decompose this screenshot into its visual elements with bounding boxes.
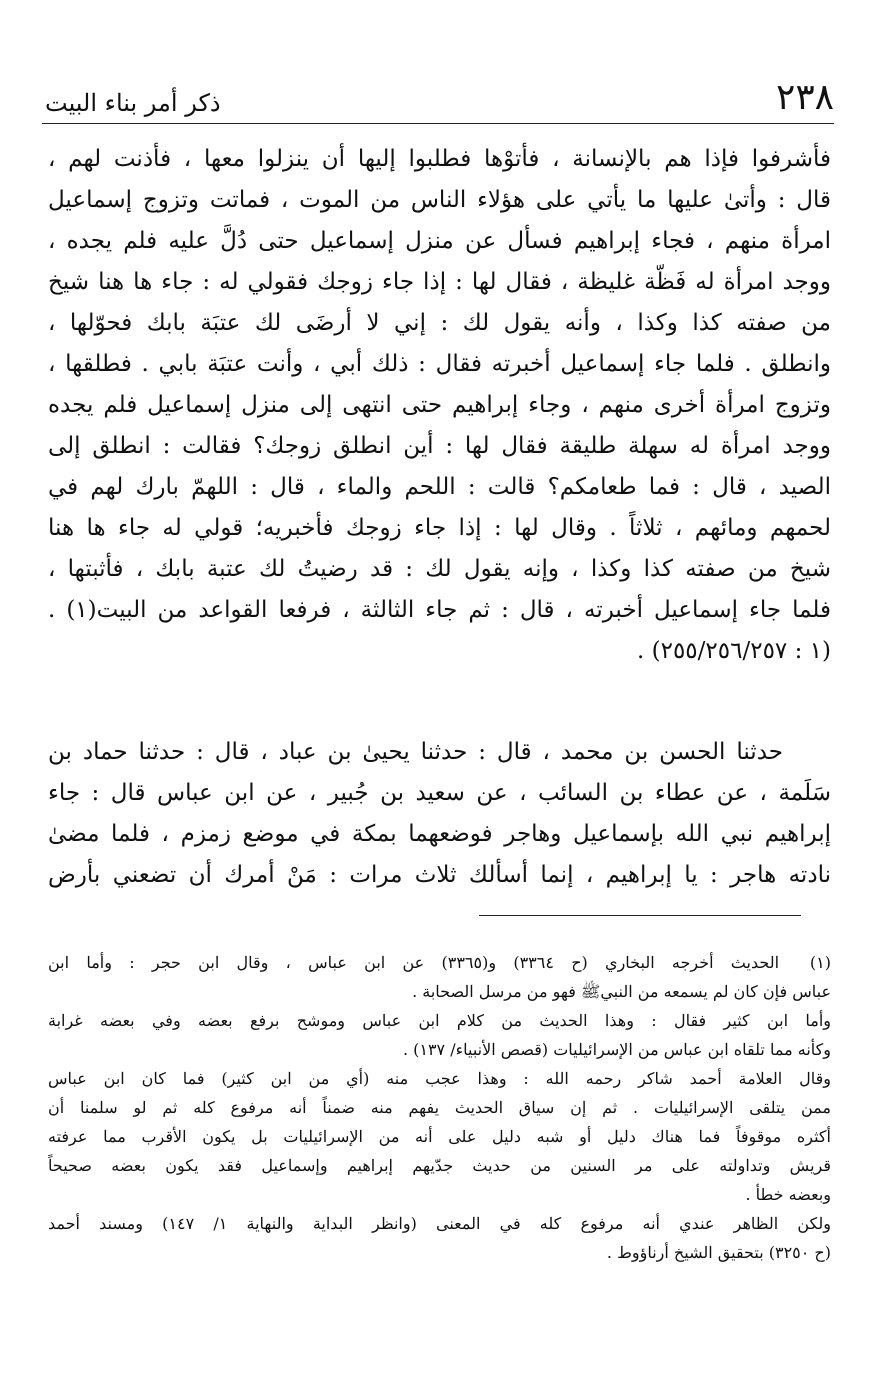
text-line: الصيد ، قال : فما طعامكم؟ قالت : اللحم والماء ، قال : اللهمّ بارك لهم في (48, 474, 831, 500)
footnote-line: وأما ابن كثير فقال : وهذا الحديث من كلام ابن عباس وموشح برفع بعضه وفي بعضه غرابة (48, 1011, 831, 1030)
footnote-rule (479, 915, 801, 916)
paragraph-2 (48, 732, 831, 896)
text-line: من صفته كذا وكذا ، وأنه يقول لك : إني لا أرضَى لك عتبَة بابك فحوّلها ، (48, 310, 831, 336)
text-line: وتزوج امرأة أخرى منهم ، وجاء إبراهيم حتى انتهى إلى منزل إسماعيل فلم يجده (48, 392, 831, 418)
paragraph-1 (48, 139, 831, 672)
header-rule (42, 123, 834, 124)
footnote-line: (ح ٣٢٥٠) بتحقيق الشيخ أرناؤوط . (606, 1243, 831, 1262)
text-line: امرأة منهم ، فجاء إبراهيم فسأل عن منزل إسماعيل حتى دُلَّ عليه فلم يجده ، (48, 228, 831, 254)
text-line: فأشرفوا فإذا هم بالإنسانة ، فأتوْها فطلبوا إليها أن ينزلوا معها ، فأذنت لهم ، (48, 146, 831, 172)
footnote-marker: (١) (809, 953, 831, 972)
text-line: ووجد امرأة له سهلة طليقة فقال لها : أين انطلق زوجك؟ فقالت : انطلق إلى (48, 433, 831, 459)
footnote-line: قريش وتداولته على مر السنين من حديث جدّيهم إبراهيم وإسماعيل فقد يكون بعضه صحيحاً (48, 1156, 831, 1175)
text-line: لحمهم ومائهم ، ثلاثاً . وقال لها : إذا جاء زوجك فأخبريه؛ قولي له جاء ها هنا (48, 515, 831, 541)
page-number: ٢٣٨ (775, 77, 834, 118)
footnote-line: الحديث أخرجه البخاري (ح ٣٣٦٤) و(٣٣٦٥) عن ابن عباس ، وقال ابن حجر : وأما ابن (48, 953, 779, 972)
text-line: إبراهيم نبي الله بإسماعيل وهاجر فوضعهما بمكة في موضع زمزم ، فلما مضىٰ (48, 821, 831, 847)
text-line: قال : وأتىٰ عليها ما يأتي على هؤلاء الناس من الموت ، فماتت وتزوج إسماعيل (48, 187, 831, 213)
text-line: نادته هاجر : يا إبراهيم ، إنما أسألك ثلاث مرات : مَنْ أمرك أن تضعني بأرض (48, 862, 831, 888)
footnote-line: وقال العلامة أحمد شاكر رحمه الله : وهذا عجب منه (أي من ابن كثير) فما كان ابن عباس (48, 1069, 831, 1088)
footnotes (48, 948, 831, 1267)
page-header (45, 78, 834, 118)
running-title: ذكر أمر بناء البيت (45, 89, 221, 117)
footnote-first-line (48, 948, 831, 977)
footnote-line: ولكن الظاهر عندي أنه مرفوع كله في المعنى (وانظر البداية والنهاية ١/ ١٤٧) ومسند أحمد (48, 1214, 831, 1233)
text-line: شيخ من صفته كذا وكذا ، وإنه يقول لك : قد رضيتُ لك عتبة بابك ، فأثبتها ، (48, 556, 831, 582)
text-line: حدثنا الحسن بن محمد ، قال : حدثنا يحيىٰ بن عباد ، قال : حدثنا حماد بن (48, 739, 783, 765)
text-line: ووجد امرأة له فَظّة غليظة ، فقال لها : إذا جاء زوجك فقولي له : جاء ها هنا شيخ (48, 269, 831, 295)
text-line: وانطلق . فلما جاء إسماعيل أخبرته فقال : ذلك أبي ، وأنت عتبَة بابي . فطلقها ، (48, 351, 831, 377)
text-line: سَلَمة ، عن عطاء بن السائب ، عن سعيد بن جُبير ، عن ابن عباس قال : جاء (48, 780, 831, 806)
footnote-line: وكأنه مما تلقاه ابن عباس من الإسرائيليات (قصص الأنبياء/ ١٣٧) . (402, 1040, 831, 1059)
footnote-line: ممن يتلقى الإسرائيليات . ثم إن سياق الحديث يفهم منه ضمناً أنه مرفوع كله ثم لو سلمنا أن (48, 1098, 831, 1117)
footnote-line: عباس فإن كان لم يسمعه من النبيﷺ فهو من مرسل الصحابة . (412, 982, 831, 1001)
footnote-line: وبعضه خطأ . (745, 1185, 831, 1204)
reference-line: (١ : ٢٥٥/٢٥٦/٢٥٧) . (636, 638, 831, 664)
text-line: فلما جاء إسماعيل أخبرته ، قال : ثم جاء الثالثة ، فرفعا القواعد من البيت(١) . (48, 597, 831, 623)
footnote-line: أكثره موقوفاً فما هناك دليل أو شبه دليل على أنه من الإسرائيليات بل يكون الأقرب مما عرفته (48, 1127, 831, 1146)
